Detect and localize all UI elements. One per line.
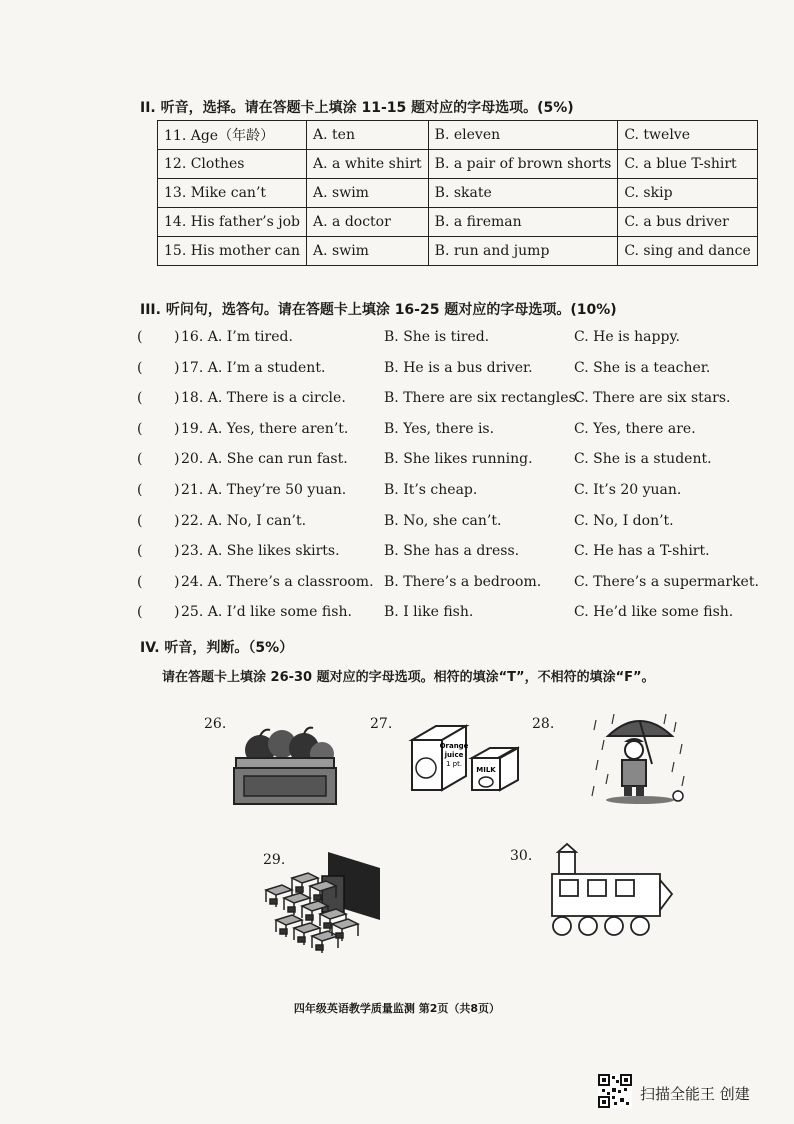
option-c: C. Yes, there are.	[574, 420, 696, 437]
answer-paren-close: )	[174, 390, 180, 407]
option-b: B. She likes running.	[384, 451, 533, 468]
listening-choice-table	[157, 120, 758, 266]
table-row	[158, 208, 758, 237]
option-b: B. It’s cheap.	[384, 482, 478, 498]
juice-milk-picture	[406, 722, 524, 794]
option-b: B. He is a bus driver.	[384, 359, 533, 376]
cow-icon	[479, 777, 493, 787]
picture-number-27: 27.	[370, 716, 393, 732]
option-b: B. No, she can’t.	[384, 512, 502, 529]
frog-icon	[673, 791, 683, 801]
list-item	[137, 329, 757, 351]
list-item	[137, 451, 757, 473]
answer-paren-close: )	[174, 512, 180, 529]
option-c: C. No, I don’t.	[574, 512, 674, 529]
option-b: B. She is tired.	[384, 329, 490, 345]
shape-train-picture	[546, 840, 676, 940]
answer-paren-close: )	[174, 543, 180, 560]
orange-icon	[416, 758, 436, 778]
section-2-title: II. 听音，选择。请在答题卡上填涂 11-15 题对应的字母选项。(5%)	[140, 100, 574, 116]
option-c: C. It’s 20 yuan.	[574, 482, 682, 498]
table-option-cell: C. twelve	[618, 121, 757, 150]
list-item	[137, 513, 757, 535]
table-option-cell: B. a pair of brown shorts	[428, 150, 618, 179]
classroom-desks-picture	[252, 848, 384, 964]
table-option-cell: A. swim	[307, 237, 429, 266]
option-a: 21. A. They’re 50 yuan.	[181, 482, 347, 498]
option-b: B. She has a dress.	[384, 543, 520, 560]
option-b: B. I like fish.	[384, 604, 474, 621]
answer-paren-open: (	[137, 451, 143, 468]
option-c: C. There are six stars.	[574, 390, 731, 407]
table-option-cell: A. a white shirt	[307, 150, 429, 179]
list-item	[137, 574, 757, 596]
qr-code-icon	[598, 1074, 632, 1108]
option-c: C. There’s a supermarket.	[574, 573, 759, 590]
answer-paren-open: (	[137, 543, 143, 560]
option-b: B. Yes, there is.	[384, 420, 495, 437]
option-a: 25. A. I’d like some fish.	[181, 604, 352, 621]
option-a: 16. A. I’m tired.	[181, 329, 293, 345]
table-option-cell: B. a fireman	[428, 208, 618, 237]
list-item	[137, 421, 757, 443]
table-question-cell: 15. His mother can	[158, 237, 307, 266]
page-footer: 四年级英语教学质量监测 第2页（共8页）	[293, 1002, 501, 1015]
answer-paren-open: (	[137, 573, 143, 590]
table-option-cell: B. eleven	[428, 121, 618, 150]
picture-number-29: 29.	[263, 852, 286, 868]
section-3-title: III. 听问句，选答句。请在答题卡上填涂 16-25 题对应的字母选项。(10%)	[140, 302, 617, 318]
answer-paren-close: )	[174, 573, 180, 590]
option-c: C. She is a student.	[574, 451, 712, 468]
table-option-cell: C. a blue T-shirt	[618, 150, 757, 179]
desk-icon	[332, 919, 358, 941]
answer-paren-close: )	[174, 329, 180, 345]
table-question-cell: 14. His father’s job	[158, 208, 307, 237]
section-4-title: IV. 听音，判断。（5%）	[140, 640, 294, 656]
option-c: C. She is a teacher.	[574, 359, 711, 376]
answer-paren-open: (	[137, 359, 143, 376]
list-item	[137, 543, 757, 565]
wheel-icon	[605, 917, 623, 935]
fruit-basket-picture	[230, 718, 340, 806]
answer-paren-close: )	[174, 482, 180, 498]
option-b: B. There’s a bedroom.	[384, 573, 542, 590]
list-item	[137, 482, 757, 504]
table-option-cell: C. skip	[618, 179, 757, 208]
table-option-cell: B. skate	[428, 179, 618, 208]
juice-volume-label: 1 pt.	[445, 760, 463, 768]
answer-paren-close: )	[174, 420, 180, 437]
answer-paren-open: (	[137, 512, 143, 529]
table-row	[158, 237, 758, 266]
option-a: 18. A. There is a circle.	[181, 390, 346, 407]
option-a: 24. A. There’s a classroom.	[181, 573, 374, 590]
answer-paren-open: (	[137, 390, 143, 407]
option-a: 17. A. I’m a student.	[181, 359, 326, 376]
list-item	[137, 390, 757, 412]
table-row	[158, 121, 758, 150]
wheel-icon	[631, 917, 649, 935]
table-option-cell: A. ten	[307, 121, 429, 150]
answer-paren-close: )	[174, 451, 180, 468]
wheel-icon	[579, 917, 597, 935]
list-item	[137, 360, 757, 382]
table-option-cell: B. run and jump	[428, 237, 618, 266]
juice-label: Orange	[439, 742, 469, 750]
option-c: C. He is happy.	[574, 329, 680, 345]
answer-paren-open: (	[137, 604, 143, 621]
table-row	[158, 179, 758, 208]
option-a: 22. A. No, I can’t.	[181, 512, 307, 529]
desk-icon	[312, 931, 338, 953]
answer-paren-open: (	[137, 329, 143, 345]
table-option-cell: A. a doctor	[307, 208, 429, 237]
option-c: C. He has a T-shirt.	[574, 543, 710, 560]
picture-number-26: 26.	[204, 716, 227, 732]
table-question-cell: 13. Mike can’t	[158, 179, 307, 208]
table-option-cell: C. a bus driver	[618, 208, 757, 237]
option-a: 20. A. She can run fast.	[181, 451, 348, 468]
rainy-girl-picture	[590, 710, 690, 806]
table-row	[158, 150, 758, 179]
answer-paren-open: (	[137, 482, 143, 498]
answer-paren-close: )	[174, 359, 180, 376]
scanner-watermark: 扫描全能王 创建	[640, 1085, 750, 1103]
table-option-cell: C. sing and dance	[618, 237, 757, 266]
option-a: 19. A. Yes, there aren’t.	[181, 420, 349, 437]
table-question-cell: 12. Clothes	[158, 150, 307, 179]
option-c: C. He’d like some fish.	[574, 604, 734, 621]
picture-number-30: 30.	[510, 848, 533, 864]
table-question-cell: 11. Age（年龄）	[158, 121, 307, 150]
list-item	[137, 604, 757, 626]
answer-paren-open: (	[137, 420, 143, 437]
option-b: B. There are six rectangles.	[384, 390, 581, 407]
section-4-instruction: 请在答题卡上填涂 26-30 题对应的字母选项。相符的填涂“T”，不相符的填涂“F”。	[162, 670, 655, 685]
option-a: 23. A. She likes skirts.	[181, 543, 340, 560]
juice-label: juice	[444, 751, 464, 759]
picture-number-28: 28.	[532, 716, 555, 732]
milk-label: MILK	[476, 766, 496, 774]
answer-paren-close: )	[174, 604, 180, 621]
table-option-cell: A. swim	[307, 179, 429, 208]
wheel-icon	[553, 917, 571, 935]
